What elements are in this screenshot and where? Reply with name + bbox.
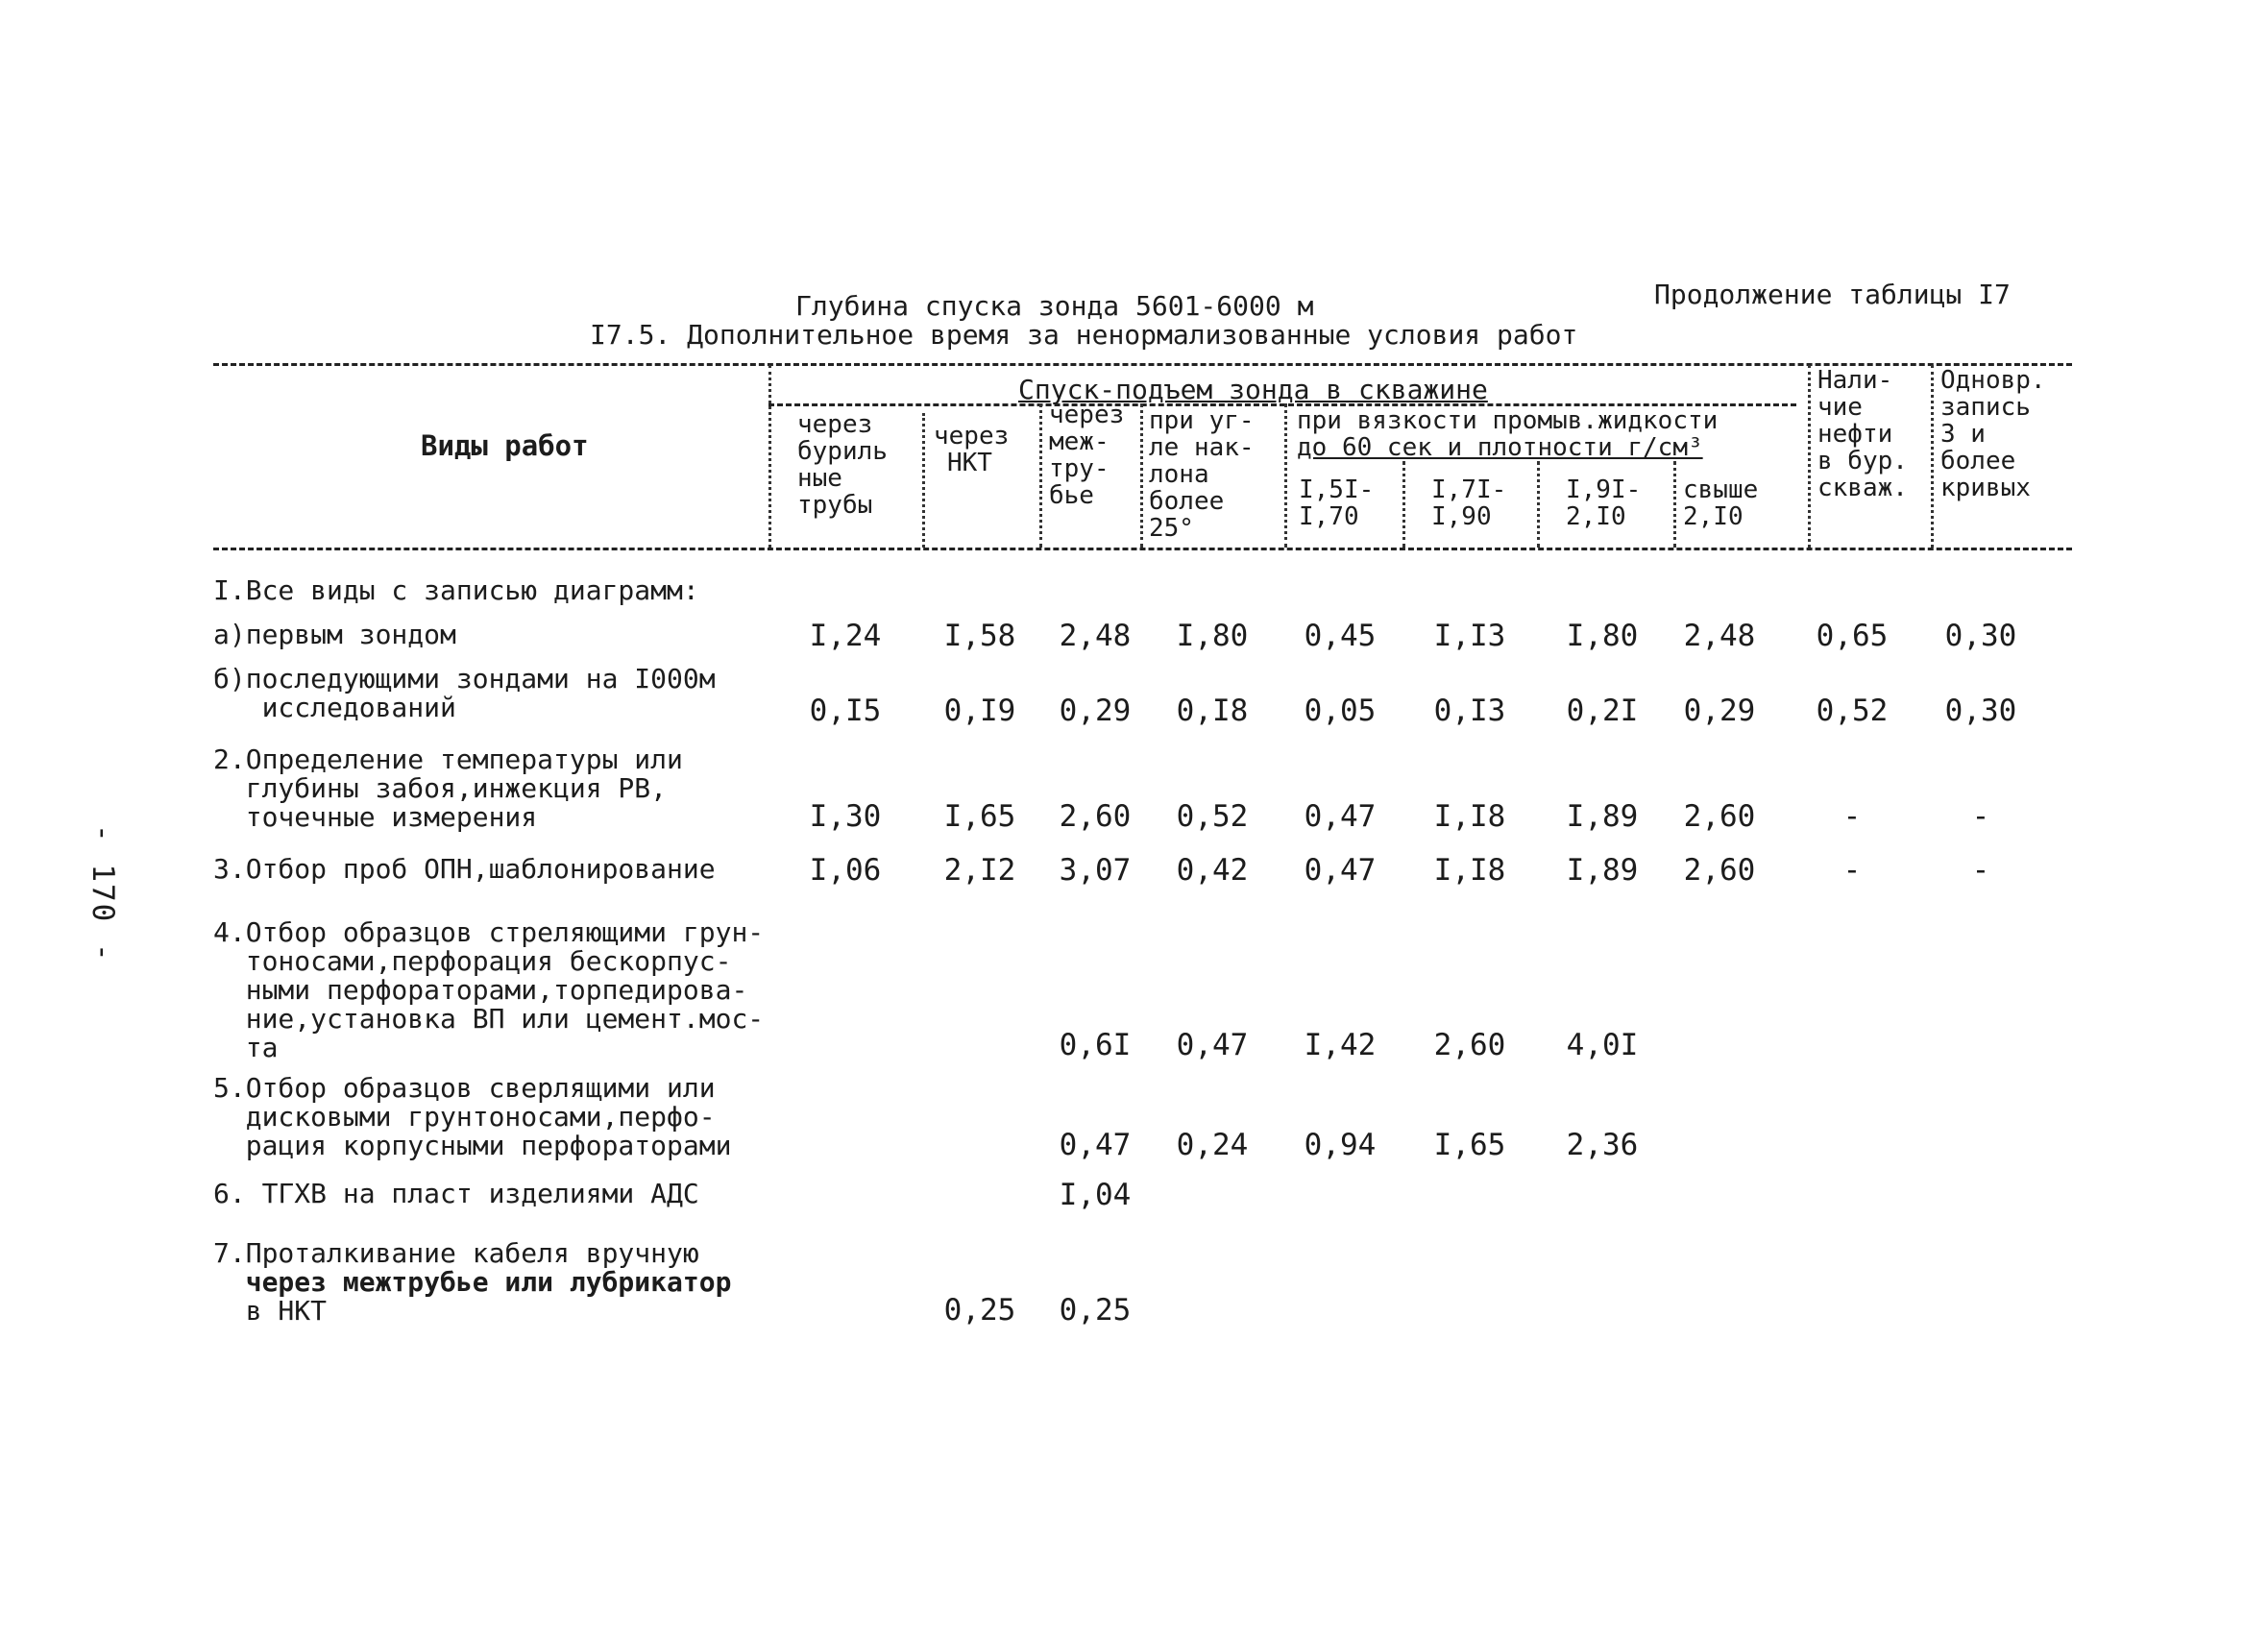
header-density-3: I,9I- 2,I0 [1566,475,1642,531]
table-cell: 0,30 [1944,619,2017,653]
table-cell: 0,65 [1816,619,1889,653]
table-cell: 0,45 [1304,619,1377,653]
row-label [213,918,764,1062]
table-cell: I,89 [1566,799,1639,834]
table-cell: 0,I5 [809,694,882,728]
row-label-line: ными перфораторами,торпедирова- [213,974,748,1006]
table-cell: I,I8 [1433,799,1506,834]
section-title: I7.5. Дополнительное время за ненормализованные условия работ [590,319,1578,351]
table-cell: I,89 [1566,853,1639,888]
row-label [213,745,683,832]
table-cell: I,30 [809,799,882,834]
table-cell: 0,05 [1304,694,1377,728]
table-cell: I,I8 [1433,853,1506,888]
row-label-line: 4.Отбор образцов стреляющими грун- [213,916,765,948]
continuation-note: Продолжение таблицы I7 [1654,279,2011,310]
row-label-line: 7.Проталкивание кабеля вручную [213,1237,699,1269]
table-cell: 2,60 [1433,1028,1506,1062]
table-cell: 0,52 [1816,694,1889,728]
table-cell: 0,25 [1059,1293,1132,1328]
table-cell: 2,48 [1683,619,1756,653]
table-cell: 2,60 [1683,853,1756,888]
col-sep [1284,403,1287,548]
header-drill-pipes: через буриль ные трубы [797,410,888,520]
table-cell: I,06 [809,853,882,888]
row-label-line: 3.Отбор проб ОПН,шаблонирование [213,853,716,885]
row-label [213,1074,731,1160]
row-label-line: рация корпусными перфораторами [213,1130,732,1161]
table-cell: 2,36 [1566,1128,1639,1162]
table-cell: 0,6I [1059,1028,1132,1062]
row-label-line: ние,установка ВП или цемент.мос- [213,1003,765,1035]
col-sep [1039,403,1042,548]
table-cell: 0,2I [1566,694,1639,728]
table-cell: 0,47 [1176,1028,1249,1062]
row-label [213,1180,699,1208]
table-cell: 0,30 [1944,694,2017,728]
table-cell: 4,0I [1566,1028,1639,1062]
table-cell: 2,I2 [943,853,1016,888]
table-cell: - [1971,853,1990,888]
col-sep [1931,365,1934,548]
table-cell: I,24 [809,619,882,653]
table-cell: - [1842,799,1862,834]
row-label [213,621,456,649]
header-density-2: I,7I- I,90 [1431,475,1507,531]
row-label-line: I.Все виды с записью диаграмм: [213,574,699,606]
row-label [213,1239,731,1326]
table-cell: I,42 [1304,1028,1377,1062]
table-cell: 0,24 [1176,1128,1249,1162]
table-cell: 2,60 [1683,799,1756,834]
header-bottom-rule [213,548,2072,550]
table-cell: 0,29 [1059,694,1132,728]
row-label [213,665,716,722]
table-cell: I,65 [943,799,1016,834]
header-tubing: через НКТ [934,422,1010,477]
row-label-line: тоносами,перфорация бескорпус- [213,945,732,977]
table-cell: 2,48 [1059,619,1132,653]
table-cell: 0,I9 [943,694,1016,728]
col-sep [1808,365,1811,548]
table-cell: I,04 [1059,1178,1132,1212]
row-label-line: дисковыми грунтоносами,перфо- [213,1101,716,1133]
page-number: - 170 - [85,824,120,963]
table-cell: 0,47 [1059,1128,1132,1162]
row-label-line: глубины забоя,инжекция РВ, [213,772,668,804]
col-sep [1140,403,1143,548]
col-sep [1673,461,1676,548]
table-cell: 0,47 [1304,799,1377,834]
table-cell: I,65 [1433,1128,1506,1162]
header-oil-presence: Нали- чие нефти в бур. скваж. [1817,366,1908,502]
table-cell: 0,I3 [1433,694,1506,728]
table-cell: I,80 [1176,619,1249,653]
header-work-types: Виды работ [421,429,589,462]
header-simultaneous: Одновр. запись 3 и более кривых [1940,366,2046,502]
row-label-line: точечные измерения [213,801,538,833]
depth-title: Глубина спуска зонда 5601-6000 м [795,290,1314,322]
row-label-line: а)первым зондом [213,619,456,650]
row-label-line: та [213,1032,279,1063]
header-viscosity-group: при вязкости промыв.жидкости до 60 сек и плотности г/см³ [1297,406,1719,462]
table-cell: 0,47 [1304,853,1377,888]
table-cell: 0,I8 [1176,694,1249,728]
header-group-title: Спуск-подъем зонда в скважине [1018,374,1488,405]
header-density-1: I,5I- I,70 [1299,475,1375,531]
row-label [213,855,716,884]
header-top-rule [213,363,2072,366]
table-cell: 3,07 [1059,853,1132,888]
table-cell: - [1842,853,1862,888]
table-cell: 0,29 [1683,694,1756,728]
header-annulus: через меж- тру- бье [1049,401,1125,510]
header-incline: при уг- ле нак- лона более 25° [1149,406,1255,543]
table-cell: I,58 [943,619,1016,653]
row-label-line: 5.Отбор образцов сверлящими или [213,1072,716,1104]
row-label [213,576,699,605]
table-cell: 0,42 [1176,853,1249,888]
row-label-line: б)последующими зондами на I000м [213,663,716,695]
col-sep [1402,461,1405,548]
col-sep [1537,461,1540,548]
table-cell: I,80 [1566,619,1639,653]
row-label-line: исследований [213,692,456,723]
col-sep [922,413,925,548]
row-label-line: через межтрубье или лубрикатор [213,1266,732,1298]
table-cell: 0,25 [943,1293,1016,1328]
table-cell: 2,60 [1059,799,1132,834]
row-label-line: в НКТ [213,1295,328,1327]
table-cell: I,I3 [1433,619,1506,653]
header-density-4: свыше 2,I0 [1683,475,1759,531]
table-cell: 0,94 [1304,1128,1377,1162]
row-label-line: 2.Определение температуры или [213,743,683,775]
table-cell: - [1971,799,1990,834]
col-sep [768,365,771,548]
row-label-line: 6. ТГХВ на пласт изделиями АДС [213,1178,699,1209]
table-cell: 0,52 [1176,799,1249,834]
